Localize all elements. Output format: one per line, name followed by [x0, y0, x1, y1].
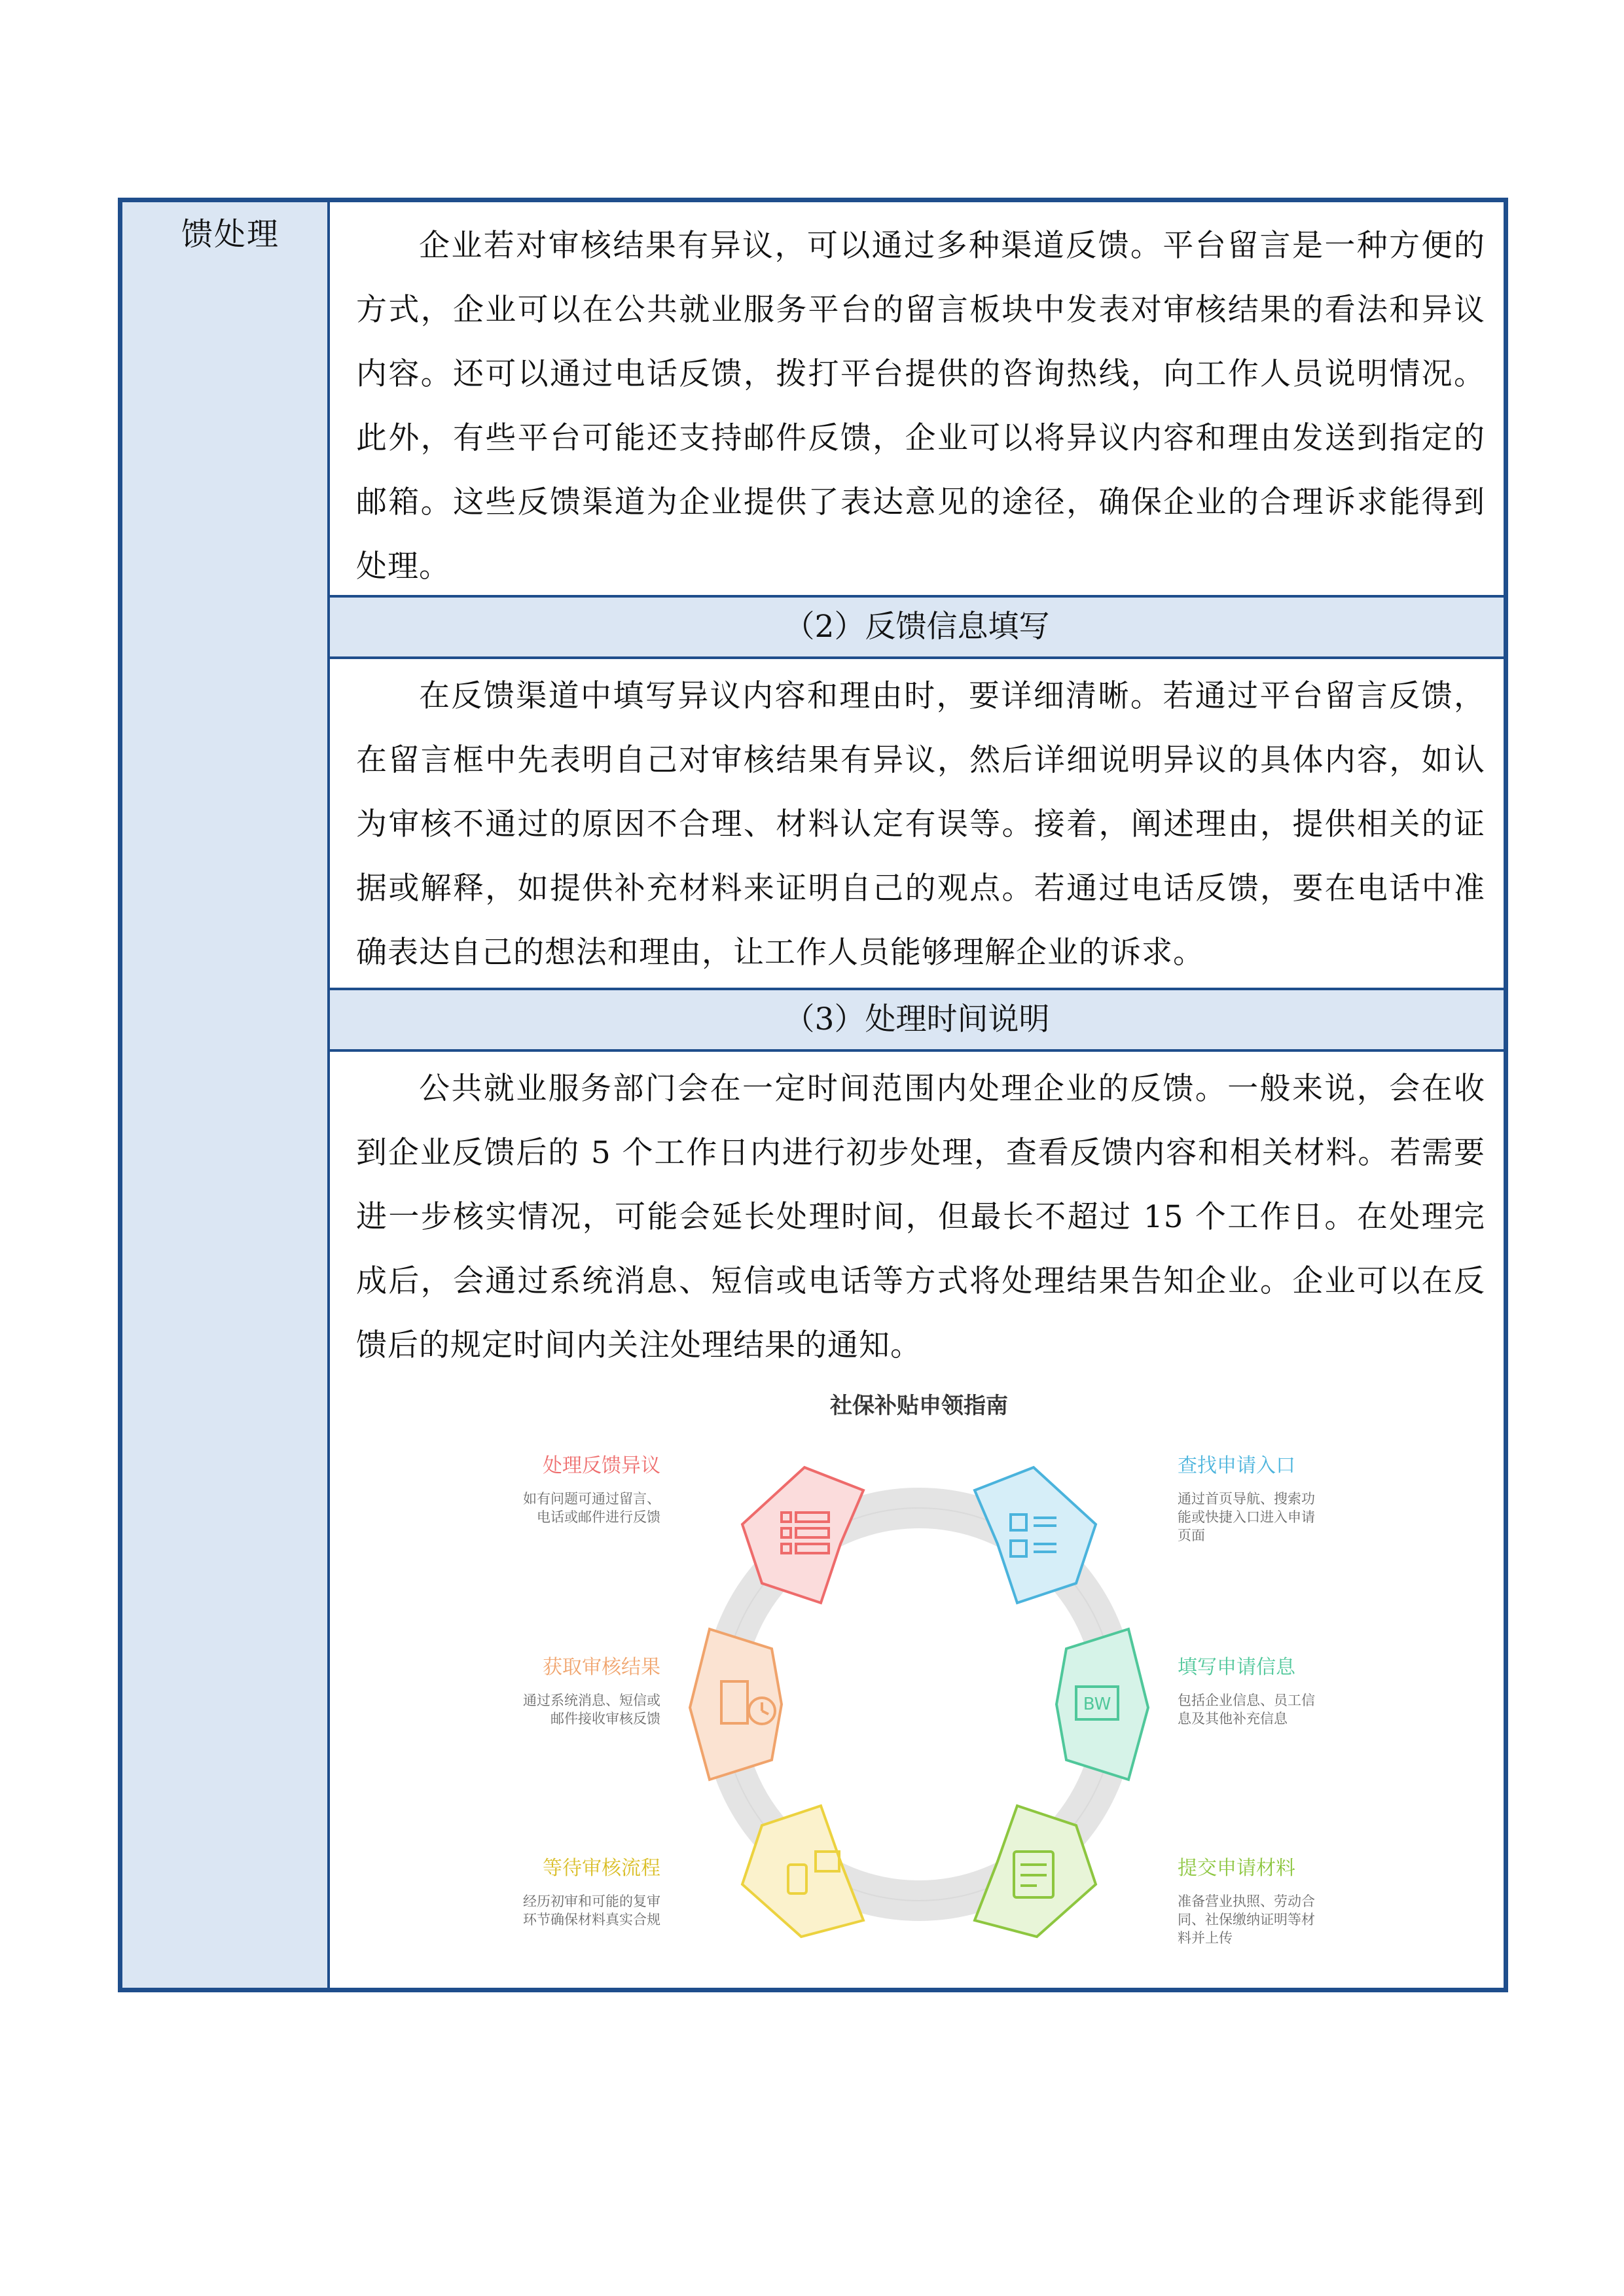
paragraph-text: 企业若对审核结果有异议，可以通过多种渠道反馈。平台留言是一种方便的方式，企业可以在公共就业服务平台的留言板块中发表对审核结果的看法和异议内容。还可以通过电话反馈，拨打平台提供的咨询热线，向工作人员说明情况。此外，有些平台可能还支持邮件反馈，企业可以将异议内容和理由发送到指定的邮箱。这些反馈渠道为企业提供了表达意见的途径，确保企业的合理诉求能得到处理。: [356, 228, 1485, 584]
step-node-fill-info: [1056, 1629, 1148, 1780]
step-label-find-entry: [1178, 1454, 1315, 1543]
step-desc: 如有问题可通过留言、: [523, 1491, 660, 1507]
step-desc: 能或快捷入口进入申请: [1178, 1509, 1315, 1525]
paragraph-text: 在反馈渠道中填写异议内容和理由时，要详细清晰。若通过平台留言反馈，在留言框中先表明自己对审核结果有异议，然后详细说明异议的具体内容，如认为审核不通过的原因不合理、材料认定有误等。接着，阐述理由，提供相关的证据或解释，如提供补充材料来证明自己的观点。若通过电话反馈，要在电话中准确表达自己的想法和理由，让工作人员能够理解企业的诉求。: [356, 678, 1485, 971]
feedback-channels-paragraph: [330, 214, 1504, 599]
svg-text:BW: BW: [1083, 1695, 1111, 1714]
step-label-fill-info: [1178, 1656, 1315, 1727]
document-table: [118, 198, 1508, 1992]
step-title: 等待审核流程: [543, 1857, 660, 1880]
step-desc: 包括企业信息、员工信: [1178, 1693, 1315, 1708]
step-desc: 通过首页导航、搜索功: [1178, 1491, 1315, 1507]
step-label-submit-materials: [1178, 1857, 1315, 1946]
step-title: 提交申请材料: [1178, 1857, 1295, 1880]
step-desc: 准备营业执照、劳动合: [1178, 1893, 1315, 1909]
step-node-handle-objection: [742, 1467, 863, 1603]
feedback-fill-paragraph: [330, 664, 1504, 985]
step-title: 处理反馈异议: [543, 1454, 660, 1477]
processing-time-paragraph: [330, 1057, 1504, 1378]
step-title: 查找申请入口: [1178, 1454, 1295, 1477]
step-desc: 邮件接收审核反馈: [550, 1711, 660, 1727]
step-desc: 料并上传: [1178, 1930, 1233, 1946]
left-category-cell: [122, 202, 330, 1988]
cycle-diagram: [330, 1374, 1508, 1992]
step-desc: 电话或邮件进行反馈: [537, 1509, 660, 1525]
step-title: 获取审核结果: [543, 1656, 660, 1679]
step-node-find-entry: [975, 1467, 1096, 1603]
diagram-title: 社保补贴申领指南: [830, 1393, 1008, 1419]
step-desc: 通过系统消息、短信或: [523, 1693, 660, 1708]
step-desc: 经历初审和可能的复审: [523, 1893, 660, 1909]
paragraph-text: 公共就业服务部门会在一定时间范围内处理企业的反馈。一般来说，会在收到企业反馈后的 5 个工作日内进行初步处理，查看反馈内容和相关材料。若需要进一步核实情况，可能会延长处理时间，但最长不超过 15 个工作日。在处理完成后，会通过系统消息、短信或电话等方式将处理结果告知企业。企业可以在反馈后的规定时间内关注处理结果的通知。: [356, 1071, 1485, 1363]
step-desc: 息及其他补充信息: [1178, 1711, 1288, 1727]
section-heading-processing-time: （3）处理时间说明: [330, 988, 1504, 1052]
step-title: 填写申请信息: [1178, 1656, 1295, 1679]
step-label-wait-review: [523, 1857, 660, 1928]
step-desc: 环节确保材料真实合规: [523, 1912, 660, 1928]
step-desc: 同、社保缴纳证明等材: [1178, 1912, 1315, 1928]
step-label-get-result: [523, 1656, 660, 1727]
section-heading-feedback-fill: （2）反馈信息填写: [330, 595, 1504, 659]
step-label-handle-objection: [523, 1454, 660, 1525]
step-node-get-result: [690, 1629, 782, 1780]
step-desc: 页面: [1178, 1528, 1205, 1543]
category-label: 馈处理: [181, 216, 280, 253]
